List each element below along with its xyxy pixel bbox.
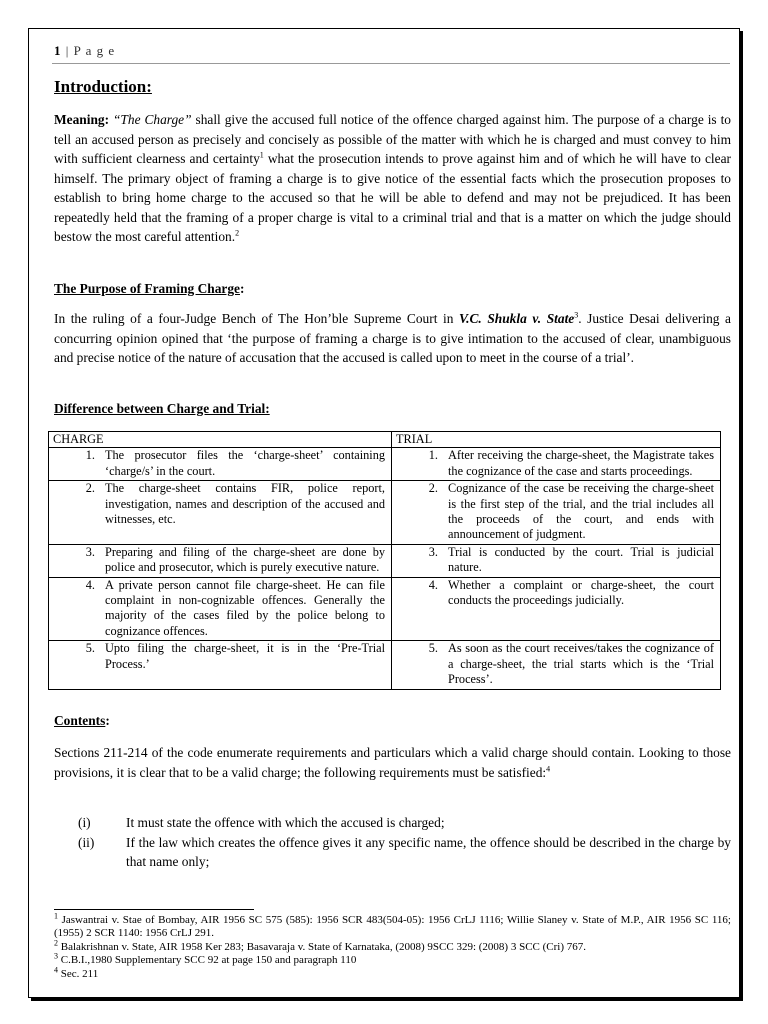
intro-paragraph: Meaning: “The Charge” shall give the accused full notice of the offence charged against him. The purpose of a charge is to tell an accused person as precisely and concisely as possible of the matter with which he is charged and must convey to him with sufficient clearness and certainty$^1$ what the prosecution intends to prove against him and of which he will have to clear himself. The primary object of framing a charge is to give notice of the essential facts which the prosecution proposes to establish to bring home charge to the accused so that he will be able to defend and may not be prejudiced. It has been repeatedly held that the framing of a proper charge is vital to a criminal trial and that is a matter on which the judge should bestow the most careful attention.$^2$ xyxy=(54,112,731,244)
contents-paragraph: Sections 211-214 of the code enumerate requirements and particulars which a valid charge should contain. Looking to those provisions, it is clear that to be a valid charge; the following requirements must be satisfied:$^4$ xyxy=(54,745,731,780)
col-header-trial: TRIAL xyxy=(392,432,721,448)
footnote-ref: 4 xyxy=(546,764,551,774)
footnote: $^3$ C.B.I.,1980 Supplementary SCC 92 at page 150 and paragraph 110 xyxy=(54,951,357,967)
footnote: $^1$ Jaswantrai v. Stae of Bombay, AIR 1956 SC 575 (585): 1956 SCR 483(504-05): 1956 CrLJ 1116; Willie Slaney v. State of M.P., AIR 1956 SC 116; (1955) 2 SCR 1140: 1956 CrLJ 291. xyxy=(54,911,731,940)
page-number: 1 | P a g e xyxy=(54,43,116,58)
col-header-charge: CHARGE xyxy=(49,432,392,448)
difference-heading: Difference between Charge and Trial: xyxy=(54,401,270,416)
footnote-ref: 1 xyxy=(259,150,264,160)
footnote: $^4$ Sec. 211 xyxy=(54,964,99,980)
charge-term: “The Charge” xyxy=(112,112,192,127)
intro-heading: Introduction: xyxy=(54,77,152,96)
table-row: 3. Preparing and filing of the charge-sheet are done by police and prosecutor, which is purely executive nature. 3. Trial is conducted by the court. Trial is judicial nature. xyxy=(49,544,721,577)
meaning-label: Meaning: xyxy=(54,112,110,127)
footnote: $^2$ Balakrishnan v. State, AIR 1958 Ker 283; Basavaraja v. State of Karnataka, (2008) 9SCC 329: (2008) 3 SCC (Cri) 767. xyxy=(54,938,587,953)
footnotes xyxy=(54,911,731,981)
contents-heading: Contents: xyxy=(54,713,110,728)
list-item: (i) It must state the offence with which the accused is charged; xyxy=(78,815,445,830)
footnote-ref: 3 xyxy=(574,310,579,320)
footnote-rule xyxy=(54,909,254,910)
table-row: 4. A private person cannot file charge-sheet. He can file complaint in non-cognizable offences. Generally the majority of the cases filed by the police belong to cognizance offences. 4. Whether a complaint or charge-sheet, the court conducts the proceedings judicially. xyxy=(49,577,721,641)
header-rule xyxy=(52,63,730,64)
requirements-list xyxy=(54,813,731,872)
purpose-heading: The Purpose of Framing Charge: xyxy=(54,281,245,296)
list-item: (ii) If the law which creates the offence gives it any specific name, the offence should be described in the charge by that name only; xyxy=(78,834,731,869)
table-row: 5. Upto filing the charge-sheet, it is in the ‘Pre-Trial Process.’ 5. As soon as the court receives/takes the cognizance of a charge-sheet, the trial starts which is the ‘Trial Process’. xyxy=(49,641,721,689)
case-name: V.C. Shukla v. State xyxy=(458,311,575,326)
footnote-ref: 2 xyxy=(235,228,240,238)
table-row: 2. The charge-sheet contains FIR, police report, investigation, names and description of the accused and witnesses, etc. 2. Cognizance of the case be receiving the charge-sheet is the first step of the trial, and the trial includes all the proceeds of the court, and ends with announcement of judgment. xyxy=(49,481,721,545)
comparison-table xyxy=(48,431,721,690)
table-row: 1. The prosecutor files the ‘charge-sheet’ containing ‘charge/s’ in the court. 1. After receiving the charge-sheet, the Magistrate takes the cognizance of the case and starts proceedings. xyxy=(49,448,721,481)
purpose-paragraph: In the ruling of a four-Judge Bench of The Hon’ble Supreme Court in V.C. Shukla v. State$^3$. Justice Desai delivering a concurring opinion opined that ‘the purpose of framing a charge is to give intimation to the accused of clear, unambiguous and precise notice of the nature of accusation that the accused is called upon to meet in the course of a trial’. xyxy=(54,310,732,365)
